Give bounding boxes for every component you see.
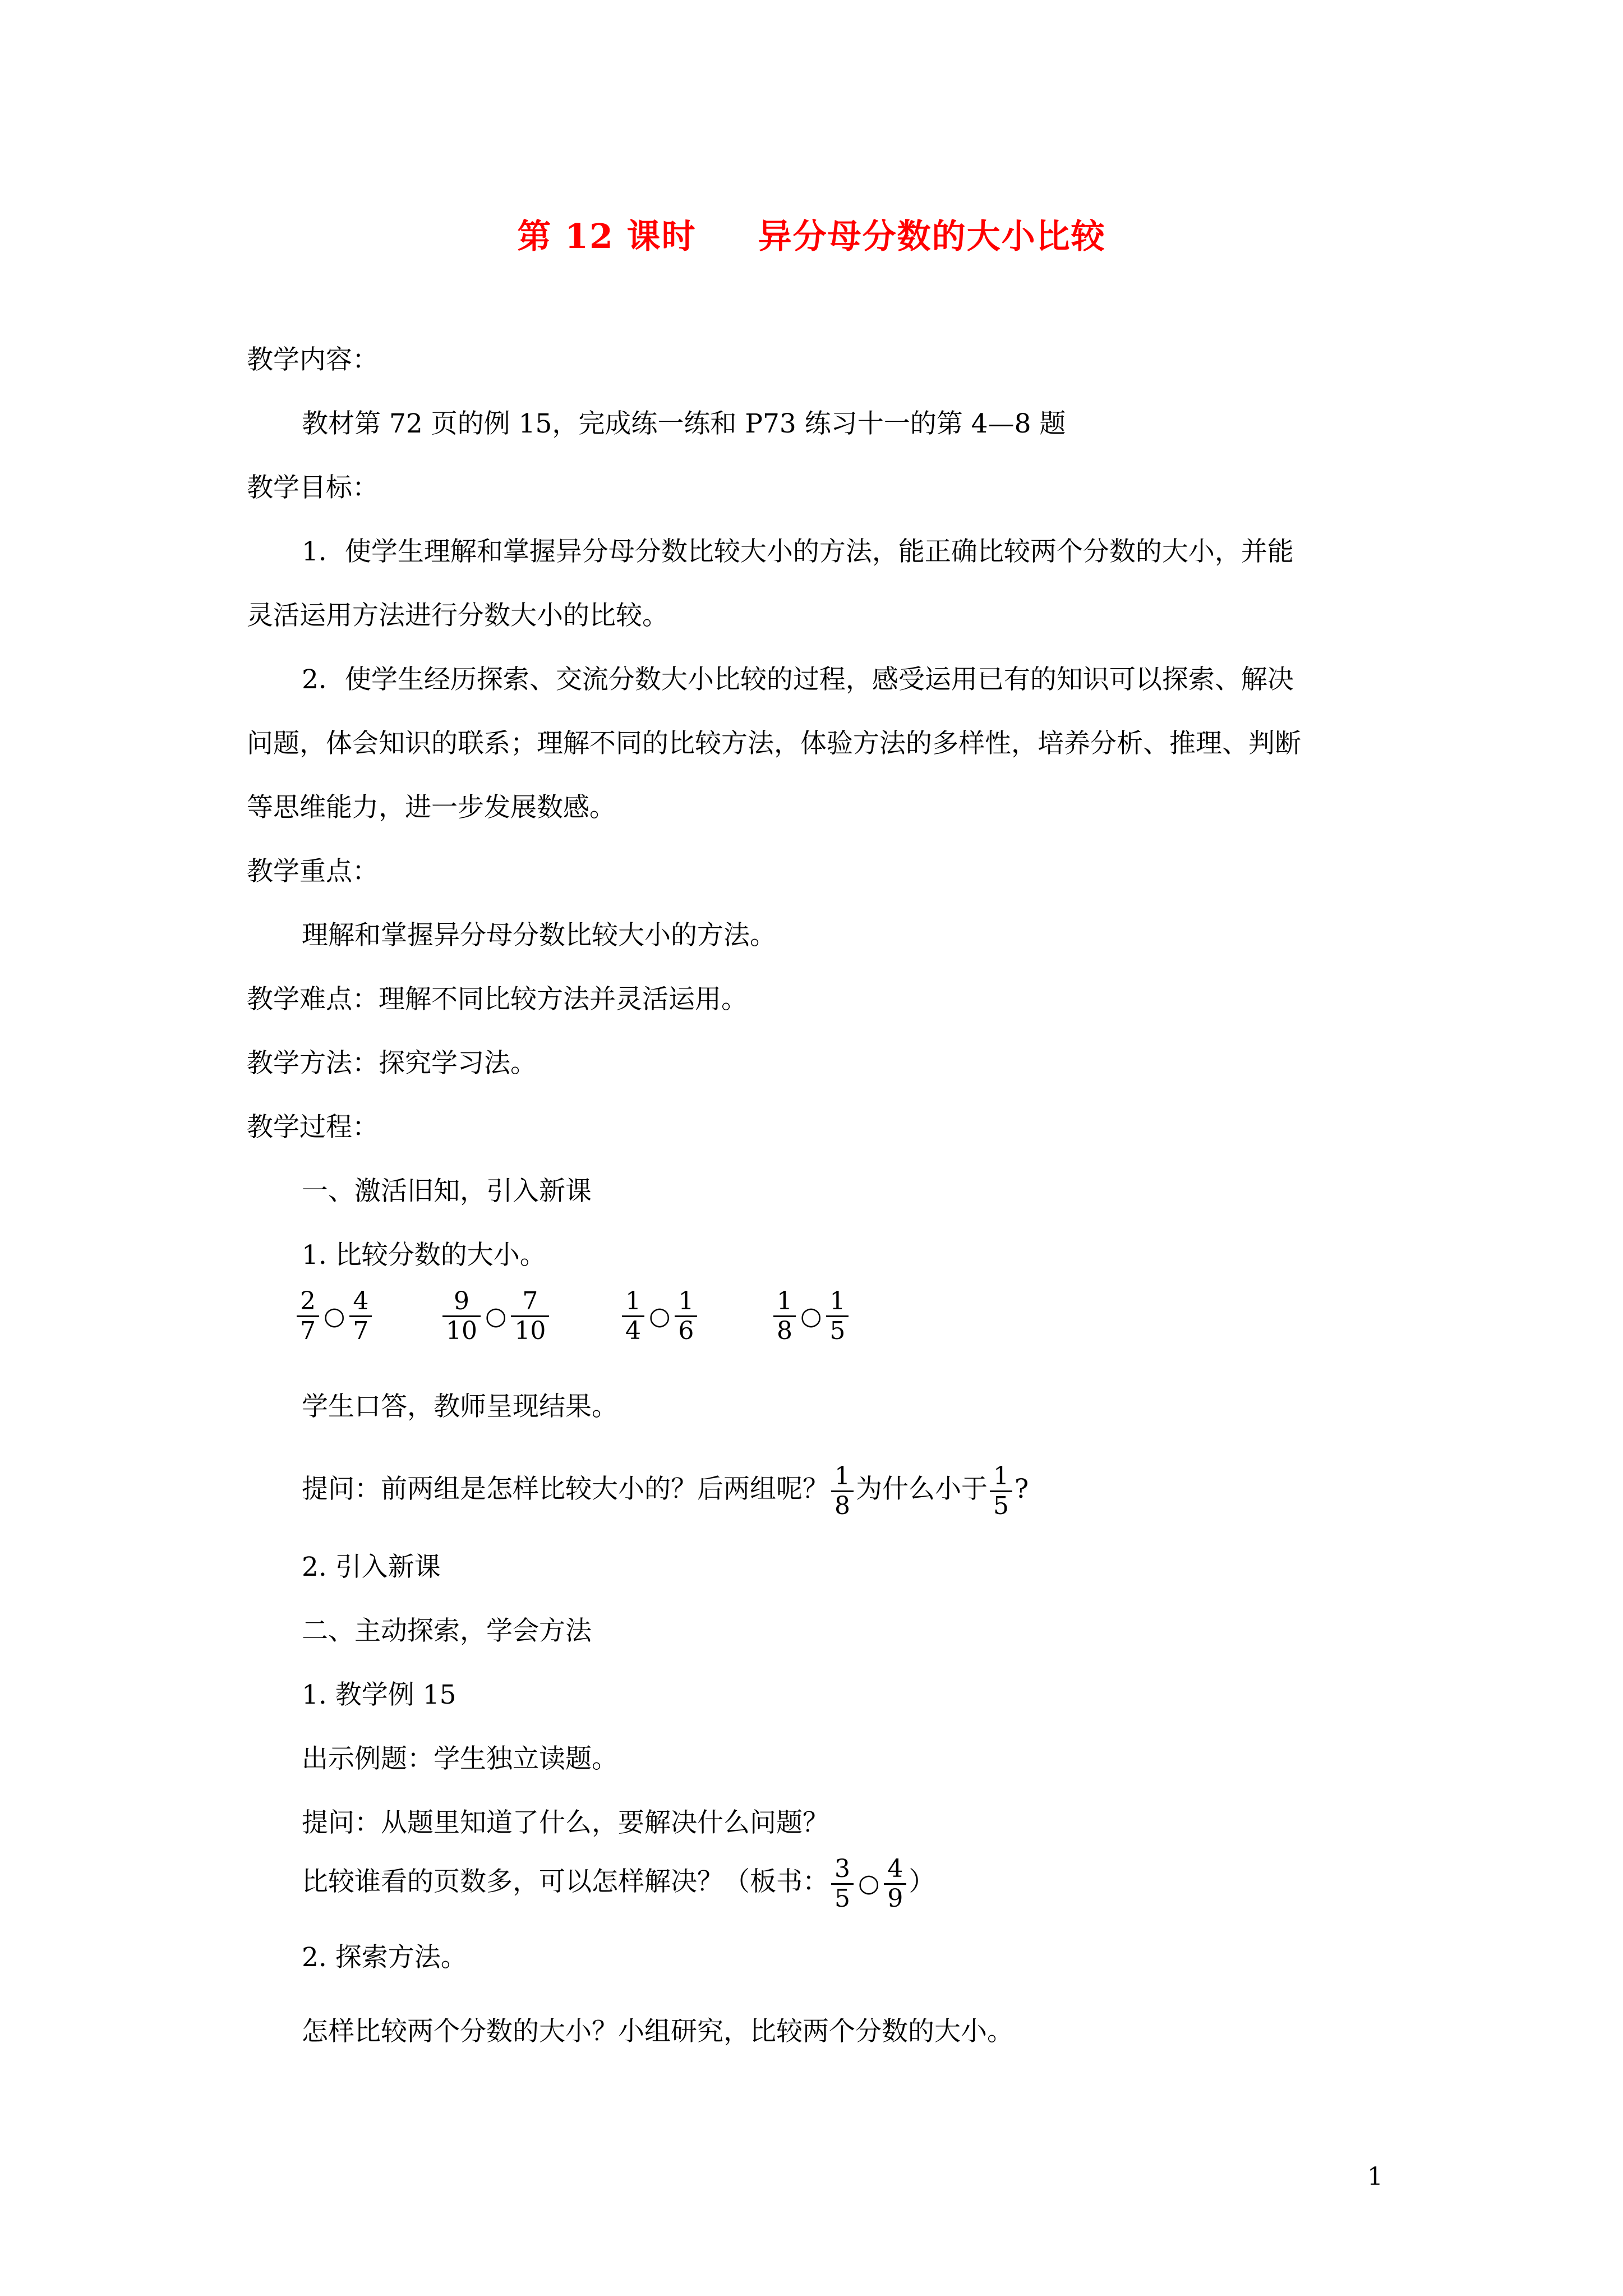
teach-example: 1. 教学例 15 (302, 1680, 457, 1710)
comparison-circle: ○ (485, 1302, 507, 1331)
fraction-group (440, 1287, 551, 1345)
fraction: $\frac{1}{8}$ (831, 1462, 854, 1520)
comparison-circle: ○ (858, 1869, 880, 1898)
fraction: $\frac{1}{4}$ (622, 1287, 644, 1345)
difficulty-line: 教学难点：理解不同比较方法并灵活运用。 (247, 984, 748, 1015)
fraction-group (294, 1287, 374, 1345)
compare-line (302, 1846, 935, 1918)
question-text: 提问：前两组是怎样比较大小的？后两组呢？ (302, 1474, 829, 1504)
goal1-line2: 灵活运用方法进行分数大小的比较。 (247, 600, 668, 631)
goal2-line1: 2．使学生经历探索、交流分数大小比较的过程，感受运用已有的知识可以探索、解决 (302, 664, 1294, 695)
question-middle-text: 为什么小于 (856, 1474, 988, 1504)
key-text: 理解和掌握异分母分数比较大小的方法。 (302, 920, 776, 951)
fraction: $\frac{2}{7}$ (297, 1287, 319, 1345)
page-number: 1 (1367, 2162, 1383, 2191)
comparison-circle: ○ (324, 1302, 345, 1331)
comparison-circle: ○ (649, 1302, 671, 1331)
step2-text: 2. 引入新课 (302, 1552, 441, 1582)
method-line: 教学方法：探究学习法。 (247, 1048, 537, 1079)
part2-heading: 二、主动探索，学会方法 (302, 1616, 592, 1646)
lesson-number: 第 12 课时 (517, 217, 697, 256)
content-label: 教学内容： (247, 344, 379, 375)
lesson-topic: 异分母分数的大小比较 (758, 217, 1106, 256)
question-end: ? (1015, 1474, 1029, 1504)
goals-label: 教学目标： (247, 472, 379, 503)
key-label: 教学重点： (247, 856, 379, 887)
page-title (0, 210, 1623, 258)
explore-text: 怎样比较两个分数的大小？小组研究，比较两个分数的大小。 (302, 2016, 1013, 2047)
fraction: $\frac{7}{10}$ (511, 1287, 549, 1345)
fraction: $\frac{3}{5}$ (831, 1855, 854, 1913)
part1-heading: 一、激活旧知，引入新课 (302, 1176, 592, 1207)
goal2-line3: 等思维能力，进一步发展数感。 (247, 792, 616, 823)
fraction-group (771, 1287, 851, 1345)
process-label: 教学过程： (247, 1112, 379, 1143)
fraction: $\frac{9}{10}$ (442, 1287, 481, 1345)
content-text: 教材第 72 页的例 15，完成练一练和 P73 练习十一的第 4—8 题 (302, 408, 1066, 439)
fraction: $\frac{1}{8}$ (773, 1287, 796, 1345)
compare-end: ） (909, 1866, 935, 1897)
compare-text: 比较谁看的页数多，可以怎样解决？（板书： (302, 1866, 829, 1897)
ask-line: 提问：从题里知道了什么，要解决什么问题？ (302, 1807, 829, 1838)
explore-step: 2. 探索方法。 (302, 1942, 467, 1973)
goal1-line1: 1．使学生理解和掌握异分母分数比较大小的方法，能正确比较两个分数的大小，并能 (302, 536, 1294, 567)
fraction: $\frac{1}{5}$ (826, 1287, 849, 1345)
fraction: $\frac{1}{6}$ (675, 1287, 697, 1345)
show-example: 出示例题：学生独立读题。 (302, 1743, 618, 1774)
comparison-circle: ○ (800, 1302, 822, 1331)
fraction: $\frac{4}{7}$ (349, 1287, 372, 1345)
step1-text: 1. 比较分数的大小。 (302, 1240, 546, 1271)
fraction: $\frac{4}{9}$ (884, 1855, 906, 1913)
fraction: $\frac{1}{5}$ (990, 1462, 1012, 1520)
goal2-line2: 问题，体会知识的联系；理解不同的比较方法，体验方法的多样性，培养分析、推理、判断 (247, 728, 1301, 759)
answer-line: 学生口答，教师呈现结果。 (302, 1391, 618, 1422)
question-line (302, 1453, 1029, 1526)
fraction-group (620, 1287, 699, 1345)
